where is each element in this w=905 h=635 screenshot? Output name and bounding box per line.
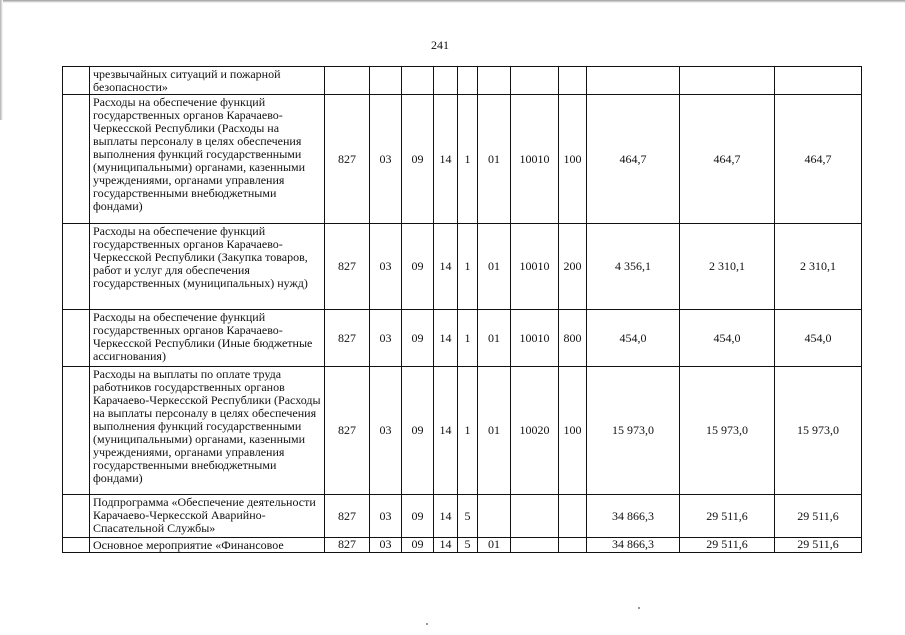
main-event-code-cell: 01 (478, 538, 511, 553)
subsection-code-cell: 09 (402, 495, 434, 538)
subsection-code-cell: 09 (402, 538, 434, 553)
item-name-cell: Расходы на обеспечение функций государственных органов Карачаево-Черкесской Республики (Расходы на выплаты персоналу в целях обеспечения выполнения функций государственными (муниципальными) органами, казенными учреждениями, органами управления государственными внебюджетными фондами) (90, 95, 325, 224)
section-code-cell: 03 (370, 224, 402, 310)
amount-1-cell: 34 866,3 (587, 538, 680, 553)
direction-code-cell: 10010 (511, 95, 559, 224)
table-row (63, 367, 862, 495)
scan-shadow-left (0, 0, 3, 120)
section-code-cell: 03 (370, 310, 402, 367)
subprogram-code-cell: 1 (458, 367, 478, 495)
direction-code-cell: 10010 (511, 310, 559, 367)
section-code-cell: 03 (370, 367, 402, 495)
amount-3-cell: 454,0 (775, 310, 862, 367)
row-number-cell (63, 538, 90, 553)
row-number-cell (63, 95, 90, 224)
expense-type-code-cell: 200 (559, 224, 587, 310)
amount-2-cell (680, 67, 775, 95)
subsection-code-cell (402, 67, 434, 95)
expense-type-code-cell: 100 (559, 367, 587, 495)
subprogram-code-cell (458, 67, 478, 95)
main-event-code-cell: 01 (478, 310, 511, 367)
ministry-code-cell: 827 (325, 95, 370, 224)
amount-2-cell: 454,0 (680, 310, 775, 367)
budget-table (62, 66, 862, 553)
amount-1-cell: 34 866,3 (587, 495, 680, 538)
subsection-code-cell: 09 (402, 367, 434, 495)
direction-code-cell: 10020 (511, 367, 559, 495)
expense-type-code-cell (559, 495, 587, 538)
amount-2-cell: 29 511,6 (680, 538, 775, 553)
amount-3-cell: 15 973,0 (775, 367, 862, 495)
page-number: 241 (431, 38, 449, 52)
row-number-cell (63, 367, 90, 495)
scan-speck (426, 623, 428, 625)
program-code-cell: 14 (434, 95, 458, 224)
amount-2-cell: 464,7 (680, 95, 775, 224)
direction-code-cell (511, 67, 559, 95)
expense-type-code-cell (559, 538, 587, 553)
item-name-cell: Расходы на обеспечение функций государственных органов Карачаево-Черкесской Республики (Иные бюджетные ассигнования) (90, 310, 325, 367)
amount-3-cell: 464,7 (775, 95, 862, 224)
subsection-code-cell: 09 (402, 224, 434, 310)
scan-speck (638, 607, 640, 609)
program-code-cell: 14 (434, 224, 458, 310)
amount-1-cell (587, 67, 680, 95)
ministry-code-cell: 827 (325, 495, 370, 538)
row-number-cell (63, 224, 90, 310)
item-name-cell: чрезвычайных ситуаций и пожарной безопасности» (90, 67, 325, 95)
subsection-code-cell: 09 (402, 95, 434, 224)
main-event-code-cell: 01 (478, 367, 511, 495)
subprogram-code-cell: 1 (458, 224, 478, 310)
subprogram-code-cell: 5 (458, 538, 478, 553)
amount-3-cell (775, 67, 862, 95)
subprogram-code-cell: 5 (458, 495, 478, 538)
ministry-code-cell: 827 (325, 310, 370, 367)
table-row (63, 67, 862, 95)
subprogram-code-cell: 1 (458, 310, 478, 367)
table-row (63, 538, 862, 553)
main-event-code-cell (478, 495, 511, 538)
subsection-code-cell: 09 (402, 310, 434, 367)
ministry-code-cell: 827 (325, 367, 370, 495)
table-row (63, 310, 862, 367)
row-number-cell (63, 495, 90, 538)
subprogram-code-cell: 1 (458, 95, 478, 224)
expense-type-code-cell: 800 (559, 310, 587, 367)
item-name-cell: Расходы на обеспечение функций государственных органов Карачаево-Черкесской Республики (Закупка товаров, работ и услуг для обеспечения государственных (муниципальных) нужд) (90, 224, 325, 310)
table-row (63, 95, 862, 224)
program-code-cell: 14 (434, 495, 458, 538)
section-code-cell: 03 (370, 538, 402, 553)
main-event-code-cell: 01 (478, 224, 511, 310)
table-row (63, 224, 862, 310)
section-code-cell: 03 (370, 495, 402, 538)
ministry-code-cell: 827 (325, 538, 370, 553)
amount-2-cell: 2 310,1 (680, 224, 775, 310)
table-row (63, 495, 862, 538)
amount-3-cell: 29 511,6 (775, 538, 862, 553)
amount-1-cell: 15 973,0 (587, 367, 680, 495)
amount-2-cell: 15 973,0 (680, 367, 775, 495)
program-code-cell: 14 (434, 367, 458, 495)
section-code-cell (370, 67, 402, 95)
item-name-cell: Основное мероприятие «Финансовое (90, 538, 325, 553)
row-number-cell (63, 67, 90, 95)
ministry-code-cell (325, 67, 370, 95)
amount-1-cell: 4 356,1 (587, 224, 680, 310)
item-name-cell: Подпрограмма «Обеспечение деятельности Карачаево-Черкесской Аварийно-Спасательной Службы» (90, 495, 325, 538)
scan-shadow-top (0, 0, 905, 3)
amount-3-cell: 2 310,1 (775, 224, 862, 310)
direction-code-cell (511, 538, 559, 553)
section-code-cell: 03 (370, 95, 402, 224)
main-event-code-cell (478, 67, 511, 95)
expense-type-code-cell: 100 (559, 95, 587, 224)
ministry-code-cell: 827 (325, 224, 370, 310)
row-number-cell (63, 310, 90, 367)
program-code-cell (434, 67, 458, 95)
amount-1-cell: 464,7 (587, 95, 680, 224)
expense-type-code-cell (559, 67, 587, 95)
program-code-cell: 14 (434, 310, 458, 367)
item-name-cell: Расходы на выплаты по оплате труда работников государственных органов Карачаево-Черкесской Республики (Расходы на выплаты персоналу в целях обеспечения выполнения функций государственными (муниципальными) органами, казенными учреждениями, органами управления государственными внебюджетными фондами) (90, 367, 325, 495)
amount-2-cell: 29 511,6 (680, 495, 775, 538)
program-code-cell: 14 (434, 538, 458, 553)
direction-code-cell: 10010 (511, 224, 559, 310)
main-event-code-cell: 01 (478, 95, 511, 224)
direction-code-cell (511, 495, 559, 538)
amount-1-cell: 454,0 (587, 310, 680, 367)
amount-3-cell: 29 511,6 (775, 495, 862, 538)
